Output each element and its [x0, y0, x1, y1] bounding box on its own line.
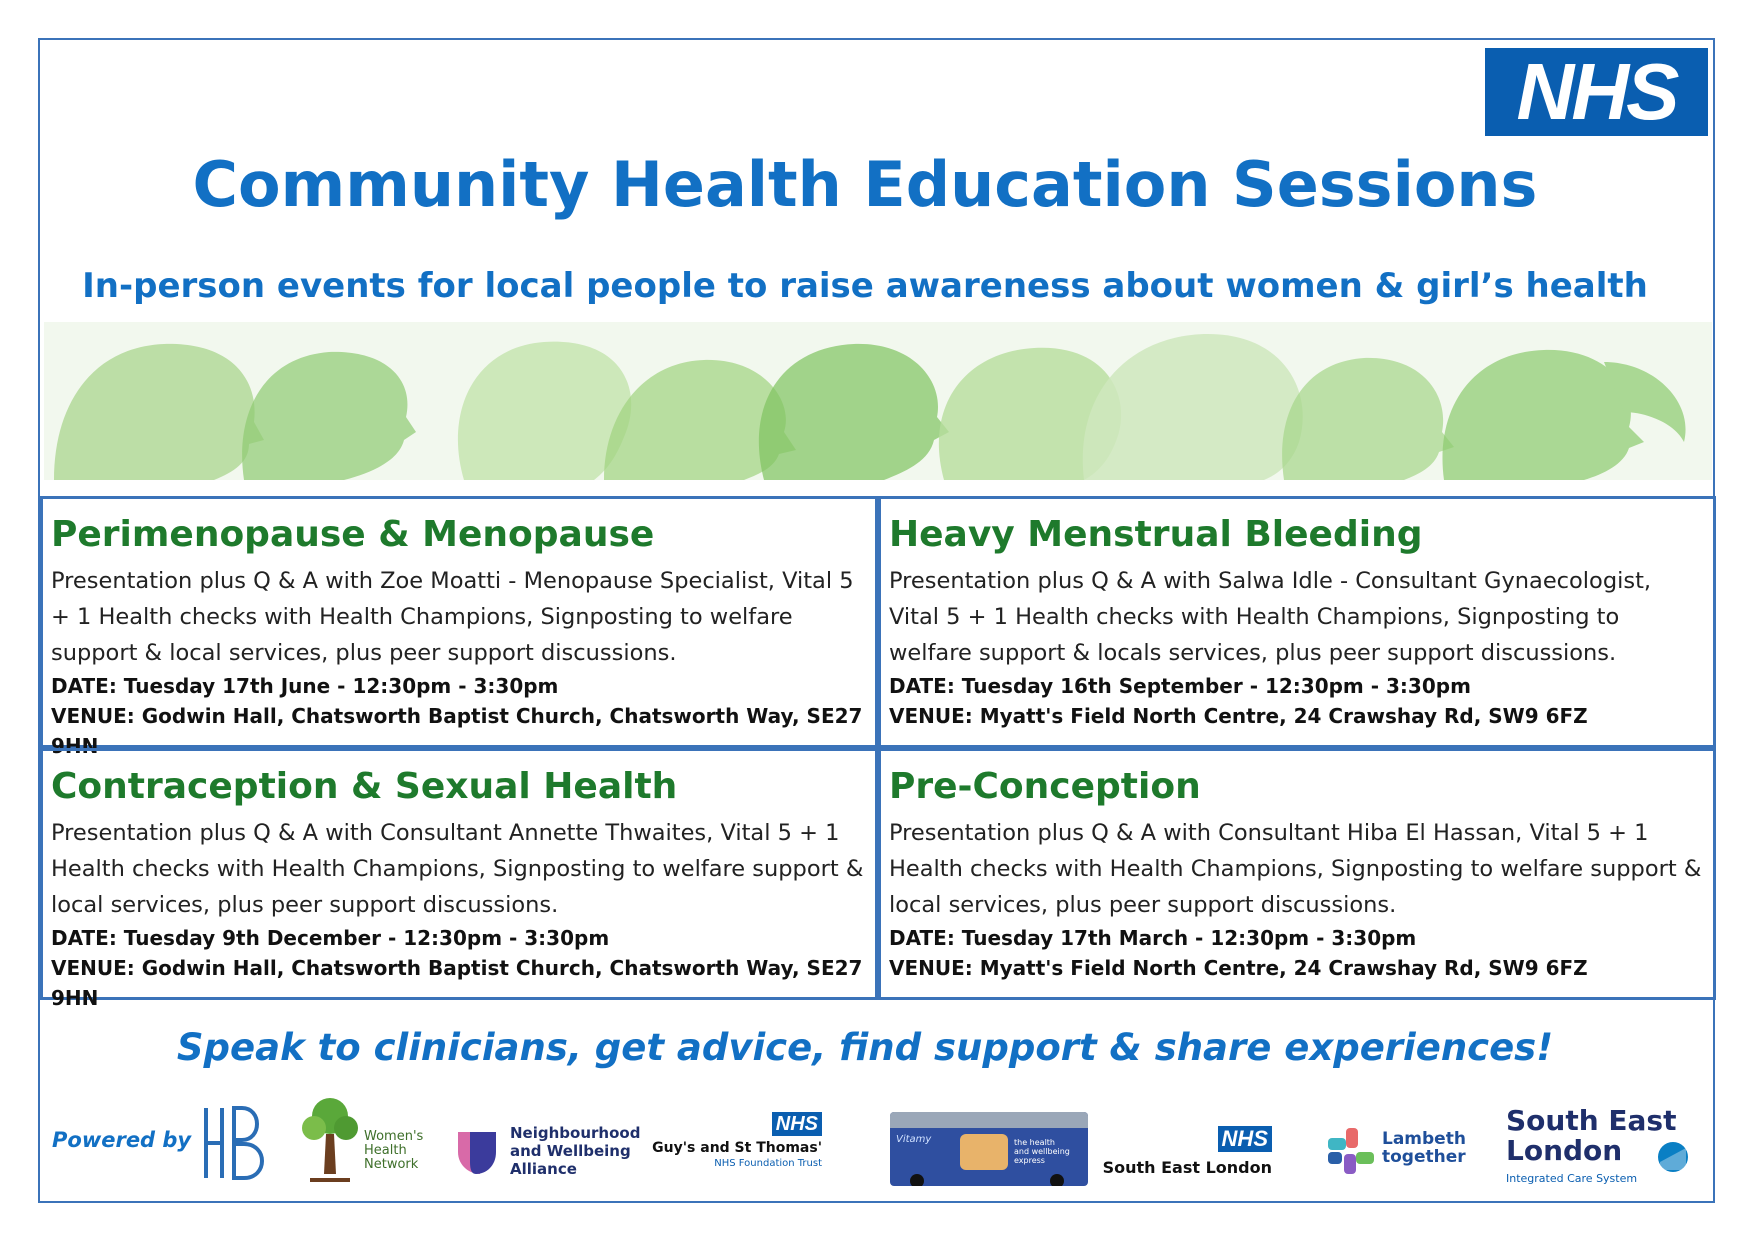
alliance-shape-icon [452, 1126, 502, 1176]
lambeth-together-logo [1326, 1124, 1486, 1180]
session-date: DATE: Tuesday 16th September - 12:30pm - 3:30pm [889, 674, 1471, 698]
nwa-line1: Neighbourhood [510, 1124, 641, 1142]
sel-ics-line1: South East [1506, 1104, 1677, 1137]
bus-line2: and wellbeing [1014, 1147, 1070, 1156]
sel-integrated-care-logo [1506, 1106, 1696, 1192]
gst-nhs-badge: NHS [772, 1112, 822, 1136]
lt-line2: together [1382, 1147, 1466, 1167]
session-venue: VENUE: Godwin Hall, Chatsworth Baptist Church, Chatsworth Way, SE27 9HN [51, 956, 863, 1010]
tagline: Speak to clinicians, get advice, find support & share experiences! [176, 1026, 1554, 1069]
lambeth-cross-icon [1326, 1126, 1376, 1176]
page-title: Community Health Education Sessions [192, 148, 1538, 221]
womens-health-network-logo [300, 1094, 428, 1186]
session-card-heavy-bleeding [878, 496, 1716, 748]
session-date: DATE: Tuesday 9th December - 12:30pm - 3:30pm [51, 926, 610, 950]
hb-logo-icon [200, 1100, 272, 1186]
session-venue: VENUE: Myatt's Field North Centre, 24 Crawshay Rd, SW9 6FZ [889, 704, 1588, 728]
south-east-london-nhs-logo [1102, 1126, 1280, 1182]
lt-line1: Lambeth [1382, 1129, 1466, 1149]
session-date: DATE: Tuesday 17th June - 12:30pm - 3:30pm [51, 674, 559, 698]
sel-name: South East London [1102, 1158, 1272, 1177]
session-date: DATE: Tuesday 17th March - 12:30pm - 3:30pm [889, 926, 1417, 950]
silhouettes-banner [44, 322, 1712, 480]
sel-ics-mark-icon [1656, 1140, 1690, 1174]
sessions-grid [40, 496, 1716, 1010]
gst-line1: Guy's and St Thomas' [652, 1140, 822, 1156]
neighbourhood-wellbeing-alliance-logo [452, 1124, 652, 1180]
bus-brand: Vitamy [896, 1134, 932, 1145]
session-card-contraception [40, 748, 878, 1010]
session-title: Perimenopause & Menopause [51, 514, 655, 555]
powered-by-label: Powered by [52, 1128, 192, 1152]
session-venue: VENUE: Myatt's Field North Centre, 24 Crawshay Rd, SW9 6FZ [889, 956, 1588, 980]
session-card-pre-conception [878, 748, 1716, 1000]
nwa-line2: and Wellbeing [510, 1142, 631, 1160]
nhs-logo: NHS [1485, 48, 1708, 136]
session-card-menopause [40, 496, 878, 758]
session-title: Pre-Conception [889, 766, 1201, 807]
nwa-line3: Alliance [510, 1160, 577, 1178]
whn-line2: Health [364, 1143, 407, 1158]
whn-line3: Network [364, 1157, 419, 1172]
sel-nhs-badge: NHS [1218, 1126, 1272, 1152]
tree-icon [300, 1094, 360, 1186]
guys-st-thomas-logo [652, 1112, 826, 1172]
whn-line1: Women's [364, 1129, 424, 1144]
bus-line3: express [1014, 1156, 1045, 1165]
session-description: Presentation plus Q & A with Salwa Idle - Consultant Gynaecologist, Vital 5 + 1 Health checks with Health Champions, Signposting to welfare support & locals services, plus peer support discussions. [889, 568, 1652, 666]
sel-ics-line2: London [1506, 1134, 1623, 1167]
session-description: Presentation plus Q & A with Consultant Hiba El Hassan, Vital 5 + 1 Health checks with Health Champions, Signposting to welfare support & local services, plus peer support discussions. [889, 820, 1702, 918]
health-bus-photo [890, 1112, 1088, 1186]
sel-ics-line3: Integrated Care System [1506, 1172, 1638, 1185]
session-venue: VENUE: Godwin Hall, Chatsworth Baptist Church, Chatsworth Way, SE27 9HN [51, 704, 863, 758]
gst-line2: NHS Foundation Trust [714, 1158, 822, 1169]
bus-line1: the health [1014, 1138, 1055, 1147]
session-description: Presentation plus Q & A with Zoe Moatti - Menopause Specialist, Vital 5 + 1 Health checks with Health Champions, Signposting to welfare support & local services, plus peer support discussions. [51, 568, 854, 666]
session-description: Presentation plus Q & A with Consultant Annette Thwaites, Vital 5 + 1 Health checks with Health Champions, Signposting to welfare support & local services, plus peer support discussions. [51, 820, 864, 918]
page-subtitle: In-person events for local people to raise awareness about women & girl’s health [82, 266, 1648, 306]
session-title: Heavy Menstrual Bleeding [889, 514, 1423, 555]
session-title: Contraception & Sexual Health [51, 766, 678, 807]
